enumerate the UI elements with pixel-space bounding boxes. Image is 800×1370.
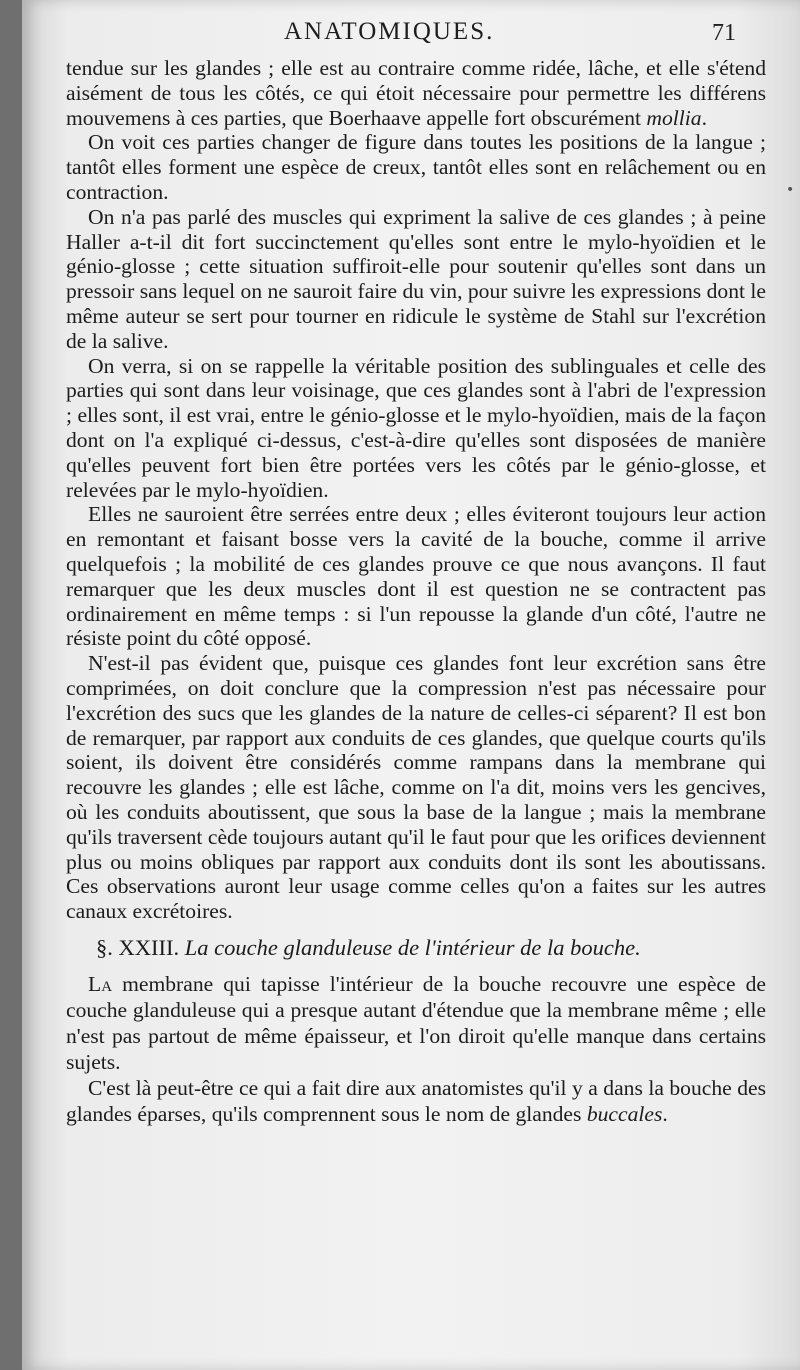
page-header: [22, 18, 800, 52]
paragraph: N'est-il pas évident que, puisque ces glandes font leur excrétion sans être comprimées, on doit conclure que la compression n'est pas nécessaire pour l'excrétion des sucs que les glandes de la nature de celles-ci séparent? Il est bon de remarquer, par rapport aux conduits de ces glandes, que quelque courts qu'ils soient, ils doivent être considérés comme rampans dans la membrane qui recouvre les glandes ; elle est lâche, comme on l'a dit, moins vers les gencives, où les conduits aboutissent, que sous la base de la langue ; mais la membrane qu'ils traversent cède toujours autant qu'il le faut pour que les orifices deviennent plus ou moins obliques par rapport aux conduits dont ils sont les aboutissans. Ces observations auront leur usage comme celles qu'on a faites sur les autres canaux excrétoires.: [66, 651, 766, 924]
section-paragraph: [66, 1075, 766, 1127]
italic-term: mollia: [646, 105, 702, 130]
paragraph: On voit ces parties changer de figure dans toutes les positions de la langue ; tantôt elles forment une espèce de creux, tantôt elles sont en relâchement ou en contraction.: [66, 130, 766, 204]
paragraph-end: .: [662, 1101, 668, 1126]
paragraph-end: .: [701, 105, 707, 130]
section-title: La couche glanduleuse de l'intérieur de la bouche.: [184, 934, 641, 960]
paragraph-text: tendue sur les glandes ; elle est au contraire comme ridée, lâche, et elle s'étend aisément de tous les côtés, ce qui étoit nécessaire pour permettre les différens mouvemens à ces parties, que Boerhaave appelle fort obscurément: [66, 56, 766, 130]
body-text: [66, 56, 766, 1127]
book-page: [22, 0, 800, 1370]
paragraph: On n'a pas parlé des muscles qui expriment la salive de ces glandes ; à peine Haller a-t-il dit fort succinctement qu'elles sont entre le mylo-hyoïdien et le génio-glosse ; cette situation suffiroit-elle pour soutenir qu'elles sont dans un pressoir sans lequel on ne sauroit faire du vin, pour suivre les expressions dont le même auteur se sert pour tourner en ridicule le système de Stahl sur l'excrétion de la salive.: [66, 204, 766, 353]
section-paragraph: [66, 971, 766, 1075]
margin-speck: •: [786, 182, 795, 198]
paragraph-text: C'est là peut-être ce qui a fait dire aux anatomistes qu'il y a dans la bouche des glandes éparses, qu'ils comprennent sous le nom de glandes: [66, 1075, 766, 1126]
section-number: §. XXIII.: [96, 934, 180, 960]
section-heading: [66, 936, 766, 961]
lead-word: La: [88, 971, 113, 996]
paragraph-continued: [66, 56, 766, 130]
paragraph: On verra, si on se rappelle la véritable position des sublinguales et celle des parties qui sont dans leur voisinage, que ces glandes sont à l'abri de l'expression ; elles sont, il est vrai, entre le génio-glosse et le mylo-hyoïdien, mais de la façon dont on l'a expliqué ci-dessus, c'est-à-dire qu'elles sont disposées de manière qu'elles peuvent fort bien être portées vers les côtés par le génio-glosse, et relevées par le mylo-hyoïdien.: [66, 353, 766, 502]
paragraph-text: membrane qui tapisse l'intérieur de la bouche recouvre une espèce de couche glanduleuse qui a presque autant d'étendue que la membrane même ; elle n'est pas partout de même épaisseur, et l'on diroit qu'elle manque dans certains sujets.: [66, 971, 766, 1074]
paragraph: Elles ne sauroient être serrées entre deux ; elles éviteront toujours leur action en remontant et faisant bosse vers la cavité de la bouche, comme il arrive quelquefois ; la mobilité de ces glandes prouve ce que nous avançons. Il faut remarquer que les deux muscles dont il est question ne se contractent pas ordinairement en même temps : si l'un repousse la glande d'un côté, l'autre ne résiste point du côté opposé.: [66, 502, 766, 651]
running-title: ANATOMIQUES.: [284, 18, 495, 45]
page-number: 71: [712, 20, 736, 46]
italic-term: buccales: [586, 1101, 663, 1126]
